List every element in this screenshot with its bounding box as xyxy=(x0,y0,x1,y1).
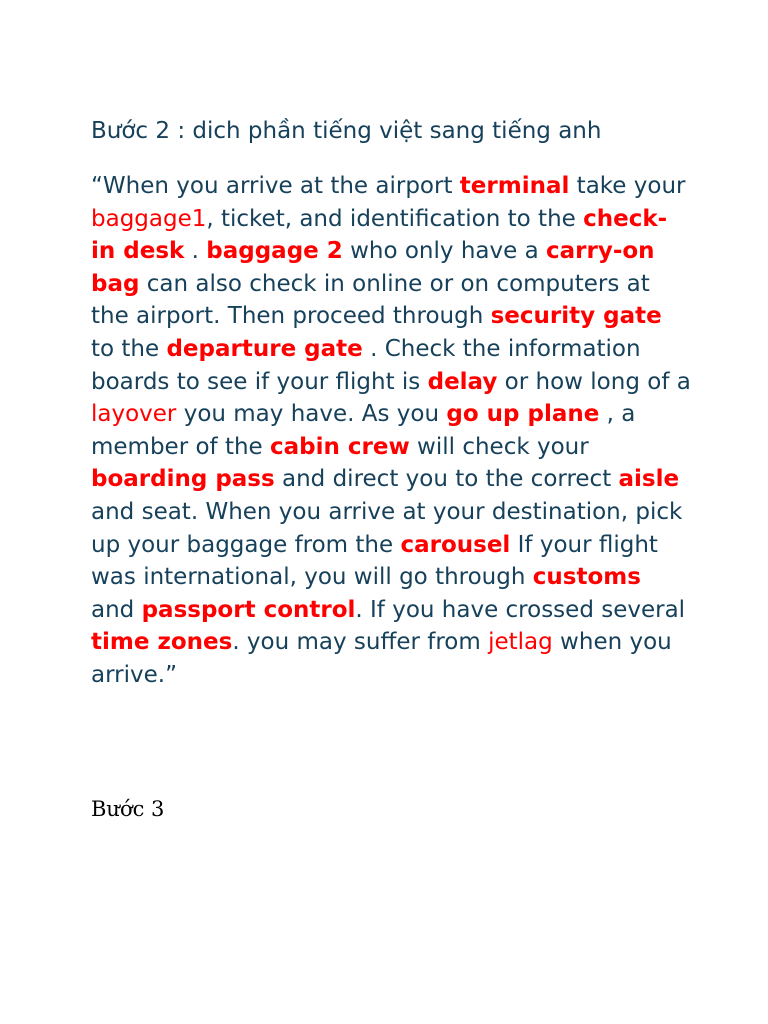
vocabulary-term: departure gate xyxy=(166,335,363,362)
paragraph-text: and seat. When you arrive at your destination, pick up your baggage from the xyxy=(91,498,683,558)
vocabulary-term: delay xyxy=(427,368,498,395)
paragraph-text: . If you have crossed several xyxy=(355,596,686,623)
vocabulary-term: time zones xyxy=(91,629,233,656)
vocabulary-term: check-in desk xyxy=(91,205,668,265)
vocabulary-term: aisle xyxy=(618,466,680,493)
paragraph-text: to the xyxy=(91,335,167,362)
vocabulary-term: customs xyxy=(532,564,641,591)
paragraph-text: take your xyxy=(569,173,686,199)
paragraph-text: . xyxy=(184,238,207,265)
vocabulary-term: passport control xyxy=(141,596,356,623)
paragraph-text: who only have a xyxy=(342,238,546,265)
vocabulary-term: security gate xyxy=(490,303,662,330)
paragraph-text: or how long of a xyxy=(497,368,691,395)
vocabulary-term: boarding pass xyxy=(91,466,275,493)
paragraph-text: can also check in online or on computers at the airport. Then proceed through xyxy=(91,270,650,330)
vocabulary-term: go up plane xyxy=(446,401,600,428)
paragraph-text: and direct you to the correct xyxy=(274,466,619,493)
vocabulary-term: baggage 2 xyxy=(206,238,343,265)
paragraph-text: when you arrive.” xyxy=(91,629,672,688)
vocabulary-term: jetlag xyxy=(488,629,553,656)
step-3-heading: Bước 3 xyxy=(91,797,165,821)
translated-paragraph xyxy=(91,170,691,692)
paragraph-text: . you may suffer from xyxy=(232,629,489,656)
paragraph-text: and xyxy=(91,596,142,623)
vocabulary-term: layover xyxy=(91,401,177,428)
paragraph-text: “When you arrive at the airport xyxy=(91,173,460,199)
paragraph-text: will check your xyxy=(409,433,589,460)
paragraph-text: , ticket, and identification to the xyxy=(206,205,584,232)
paragraph-text: If your flight was international, you will go through xyxy=(91,531,658,591)
step-2-heading: Bước 2 : dich phần tiếng việt sang tiếng anh xyxy=(91,118,602,144)
paragraph-text: , a member of the xyxy=(91,401,636,460)
vocabulary-term: carry-on bag xyxy=(91,238,655,297)
vocabulary-term: cabin crew xyxy=(270,433,410,460)
vocabulary-term: terminal xyxy=(459,173,570,199)
paragraph-text: you may have. As you xyxy=(176,401,447,428)
vocabulary-term: baggage1 xyxy=(91,205,207,232)
vocabulary-term: carousel xyxy=(400,531,511,558)
paragraph-text: . Check the information boards to see if your flight is xyxy=(91,335,641,395)
